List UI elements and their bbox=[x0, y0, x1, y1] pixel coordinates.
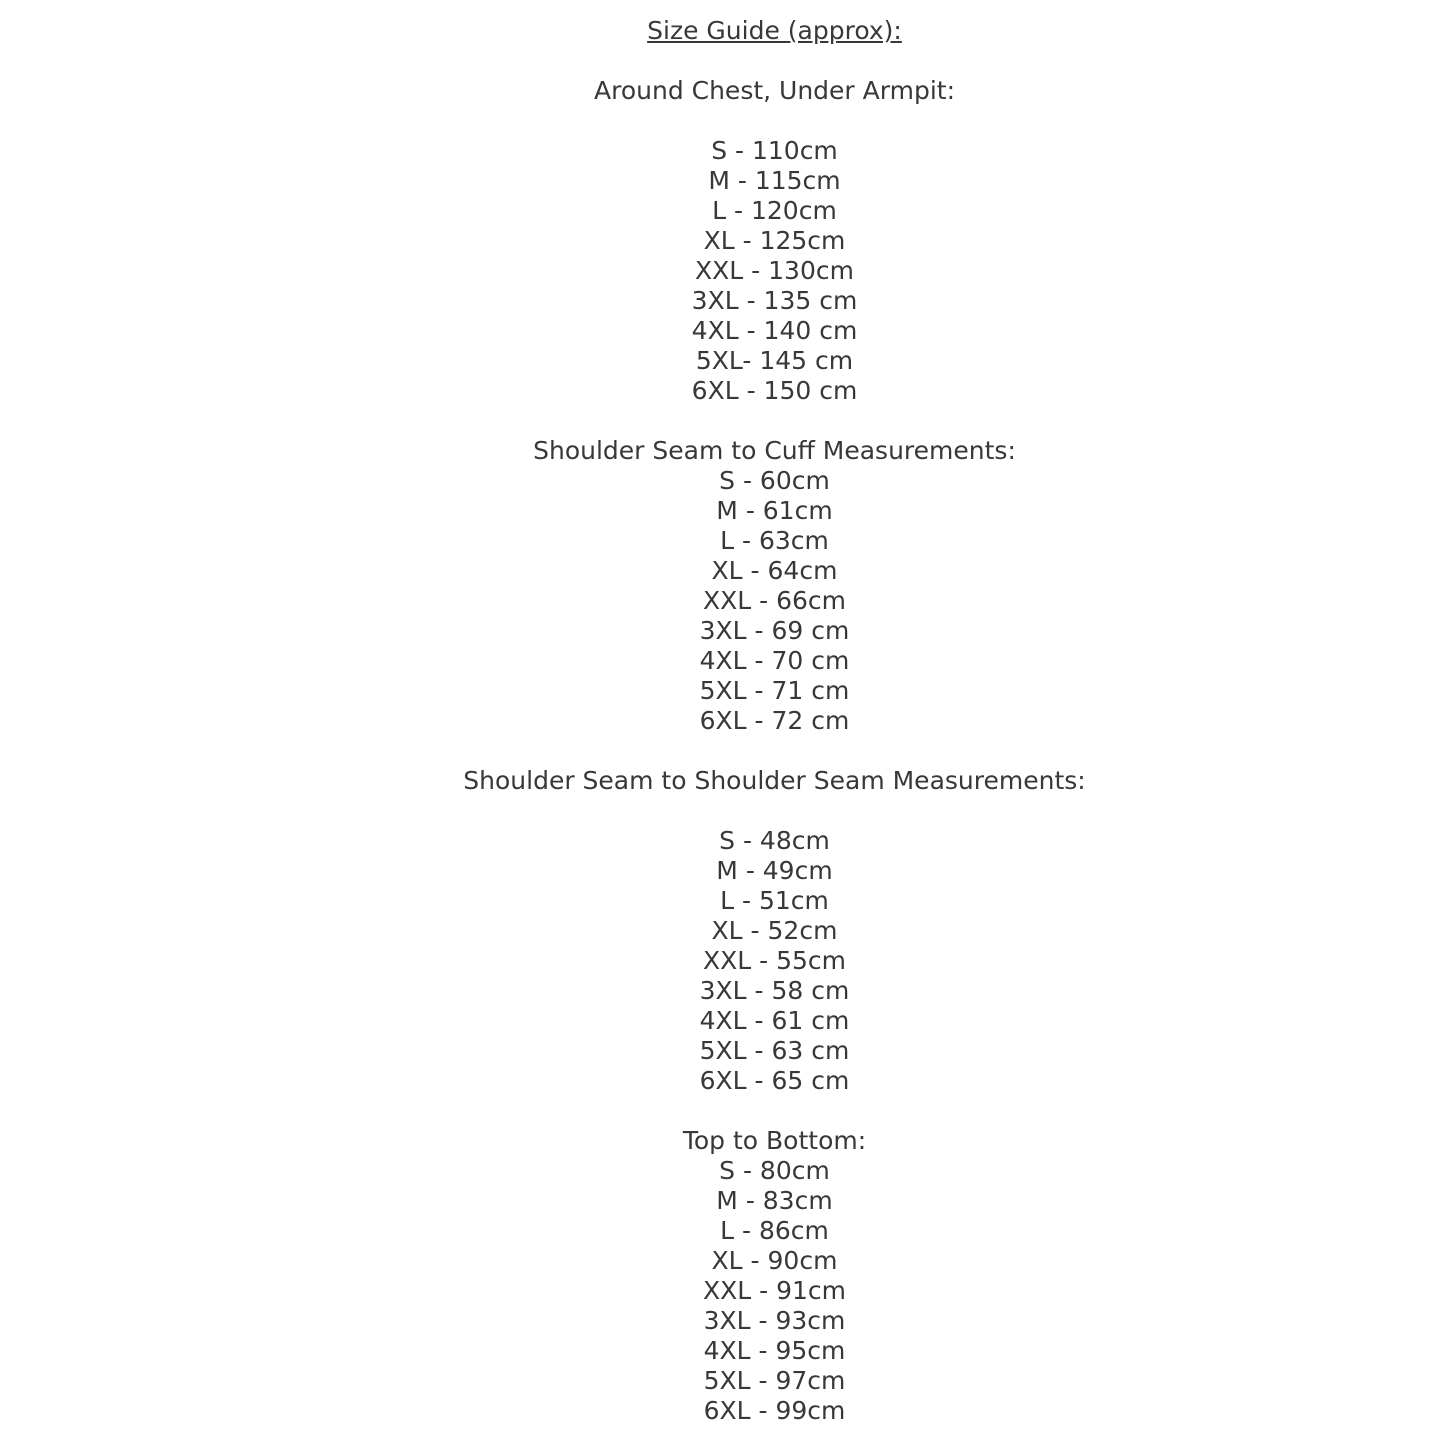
spacer bbox=[104, 1096, 1445, 1126]
section-heading-chest: Around Chest, Under Armpit: bbox=[594, 76, 955, 105]
size-row: 3XL - 58 cm bbox=[699, 976, 850, 1005]
size-row: 6XL - 150 cm bbox=[691, 376, 858, 405]
size-row: 3XL - 135 cm bbox=[691, 286, 858, 315]
size-row: 3XL - 93cm bbox=[703, 1306, 846, 1335]
spacer bbox=[104, 106, 1445, 136]
size-row: XL - 125cm bbox=[703, 226, 846, 255]
size-row: S - 48cm bbox=[719, 826, 830, 855]
spacer bbox=[104, 46, 1445, 76]
size-row: 6XL - 65 cm bbox=[699, 1066, 850, 1095]
size-row: L - 63cm bbox=[720, 526, 829, 555]
section-heading-shoulder: Shoulder Seam to Shoulder Seam Measurements: bbox=[463, 766, 1086, 795]
size-row: M - 61cm bbox=[716, 496, 833, 525]
size-row: XXL - 91cm bbox=[702, 1276, 846, 1305]
size-row: L - 86cm bbox=[720, 1216, 829, 1245]
section-heading-cuff: Shoulder Seam to Cuff Measurements: bbox=[533, 436, 1016, 465]
size-row: 3XL - 69 cm bbox=[699, 616, 850, 645]
spacer bbox=[104, 406, 1445, 436]
size-row: S - 60cm bbox=[719, 466, 830, 495]
size-row: 6XL - 72 cm bbox=[699, 706, 850, 735]
size-row: 4XL - 61 cm bbox=[699, 1006, 850, 1035]
size-row: M - 49cm bbox=[716, 856, 833, 885]
page-title: Size Guide (approx): bbox=[647, 16, 902, 45]
size-row: XL - 52cm bbox=[711, 916, 838, 945]
size-row: 4XL - 70 cm bbox=[699, 646, 850, 675]
size-row: 4XL - 95cm bbox=[703, 1336, 846, 1365]
section-heading-length: Top to Bottom: bbox=[682, 1126, 867, 1155]
size-row: 5XL - 63 cm bbox=[699, 1036, 850, 1065]
size-row: 5XL - 71 cm bbox=[699, 676, 850, 705]
size-row: M - 115cm bbox=[708, 166, 841, 195]
size-row: XXL - 66cm bbox=[702, 586, 846, 615]
size-row: XXL - 55cm bbox=[702, 946, 846, 975]
spacer bbox=[104, 736, 1445, 766]
size-row: 5XL - 97cm bbox=[703, 1366, 846, 1395]
size-row: 6XL - 99cm bbox=[703, 1396, 846, 1425]
size-row: 4XL - 140 cm bbox=[691, 316, 858, 345]
size-row: XL - 90cm bbox=[711, 1246, 838, 1275]
size-row: 5XL- 145 cm bbox=[695, 346, 854, 375]
size-row: XXL - 130cm bbox=[695, 256, 854, 285]
size-row: S - 110cm bbox=[711, 136, 838, 165]
size-row: S - 80cm bbox=[719, 1156, 830, 1185]
size-row: XL - 64cm bbox=[711, 556, 838, 585]
size-row: M - 83cm bbox=[716, 1186, 833, 1215]
size-row: L - 120cm bbox=[712, 196, 837, 225]
size-row: L - 51cm bbox=[720, 886, 829, 915]
spacer bbox=[104, 796, 1445, 826]
